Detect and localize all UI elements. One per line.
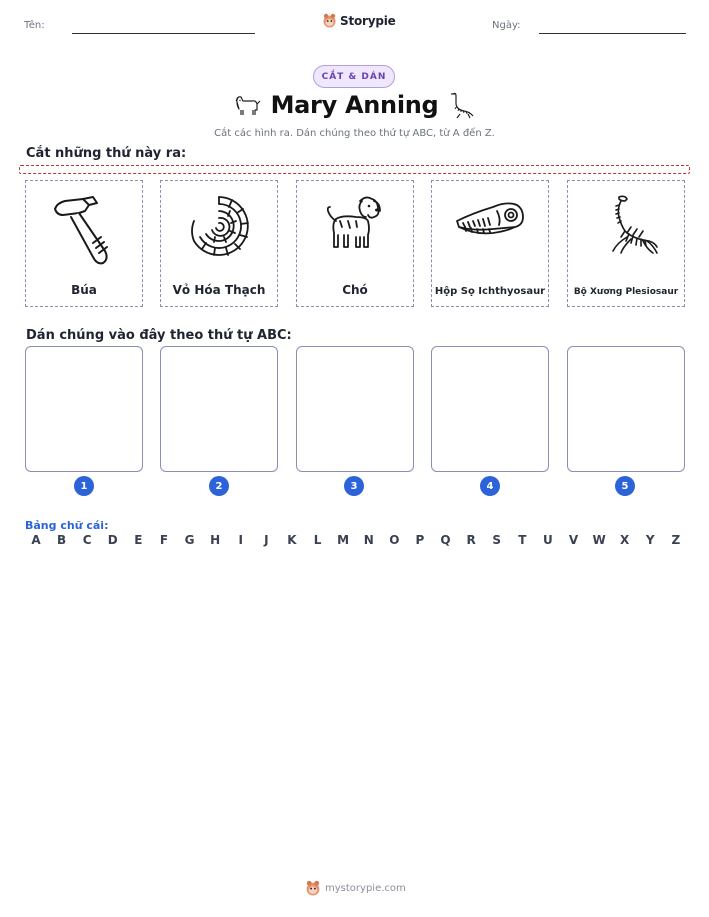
card-label: Búa <box>71 283 97 297</box>
ammonite-shell-icon <box>184 191 254 261</box>
activity-badge: CẮT & DÁN <box>313 65 395 88</box>
alphabet-letter: M <box>337 533 350 547</box>
brand-logo <box>323 13 396 28</box>
alphabet-letter: T <box>518 533 527 547</box>
slot-number: 3 <box>344 476 364 496</box>
slot-number: 2 <box>209 476 229 496</box>
alphabet-letter: H <box>210 533 221 547</box>
alphabet-letter: O <box>389 533 400 547</box>
alphabet-letter: S <box>492 533 502 547</box>
name-label: Tên: <box>24 20 45 31</box>
cut-card-plesiosaur-skeleton[interactable] <box>567 180 685 307</box>
date-label: Ngày: <box>492 20 521 31</box>
paste-slot-3[interactable] <box>296 346 414 472</box>
plesiosaur-skeleton-icon <box>591 191 661 257</box>
alphabet-letter: N <box>363 533 374 547</box>
hammer-icon <box>49 191 119 271</box>
paste-slot-2[interactable] <box>160 346 278 472</box>
storypie-logo-icon <box>306 880 320 896</box>
brand-name: Storypie <box>340 13 396 28</box>
alphabet-letter: I <box>238 533 243 547</box>
alphabet-letter: D <box>107 533 118 547</box>
date-line <box>539 33 686 34</box>
cut-card-ichthyosaur-skull[interactable] <box>431 180 549 307</box>
skeleton-decoration-icon <box>446 90 476 120</box>
slot-number: 5 <box>615 476 635 496</box>
alphabet-letter: F <box>159 533 169 547</box>
card-label: Bộ Xương Plesiosaur <box>573 287 679 297</box>
alphabet-letter: G <box>184 533 195 547</box>
alphabet-letter: L <box>313 533 322 547</box>
dog-icon <box>322 191 388 257</box>
cut-line <box>19 165 690 174</box>
cut-card-dog[interactable] <box>296 180 414 307</box>
instructions: Cắt các hình ra. Dán chúng theo thứ tự ABC, từ A đến Z. <box>214 128 495 139</box>
paste-slot-4[interactable] <box>431 346 549 472</box>
cut-card-fossil-shell[interactable] <box>160 180 278 307</box>
cut-card-hammer[interactable] <box>25 180 143 307</box>
alphabet-letter: K <box>287 533 297 547</box>
slot-number: 4 <box>480 476 500 496</box>
alphabet-letter: C <box>82 533 92 547</box>
alphabet-letter: A <box>31 533 41 547</box>
alphabet-row <box>26 533 686 547</box>
card-label: Vỏ Hóa Thạch <box>172 283 266 297</box>
name-line <box>72 33 255 34</box>
alphabet-letter: V <box>568 533 579 547</box>
footer-url[interactable]: mystorypie.com <box>325 882 406 894</box>
alphabet-letter: U <box>543 533 553 547</box>
alphabet-letter: J <box>264 533 269 547</box>
storypie-logo-icon <box>323 13 336 28</box>
alphabet-letter: E <box>134 533 143 547</box>
cut-section-heading: Cắt những thứ này ra: <box>26 146 187 161</box>
card-label: Hộp Sọ Ichthyosaur <box>434 286 546 297</box>
paste-slot-5[interactable] <box>567 346 685 472</box>
alphabet-letter: Q <box>440 533 451 547</box>
alphabet-letter: W <box>592 533 606 547</box>
slot-number: 1 <box>74 476 94 496</box>
alphabet-title: Bảng chữ cái: <box>25 519 109 532</box>
paste-section-heading: Dán chúng vào đây theo thứ tự ABC: <box>26 328 292 343</box>
paste-slot-1[interactable] <box>25 346 143 472</box>
alphabet-letter: X <box>620 533 630 547</box>
footer <box>306 880 406 896</box>
alphabet-letter: B <box>57 533 67 547</box>
alphabet-letter: R <box>466 533 476 547</box>
alphabet-letter: Z <box>671 533 681 547</box>
alphabet-letter: Y <box>645 533 655 547</box>
alphabet-letter: P <box>415 533 425 547</box>
card-label: Chó <box>342 283 368 297</box>
page-title: Mary Anning <box>270 91 439 119</box>
ichthyosaur-skull-icon <box>453 191 527 251</box>
